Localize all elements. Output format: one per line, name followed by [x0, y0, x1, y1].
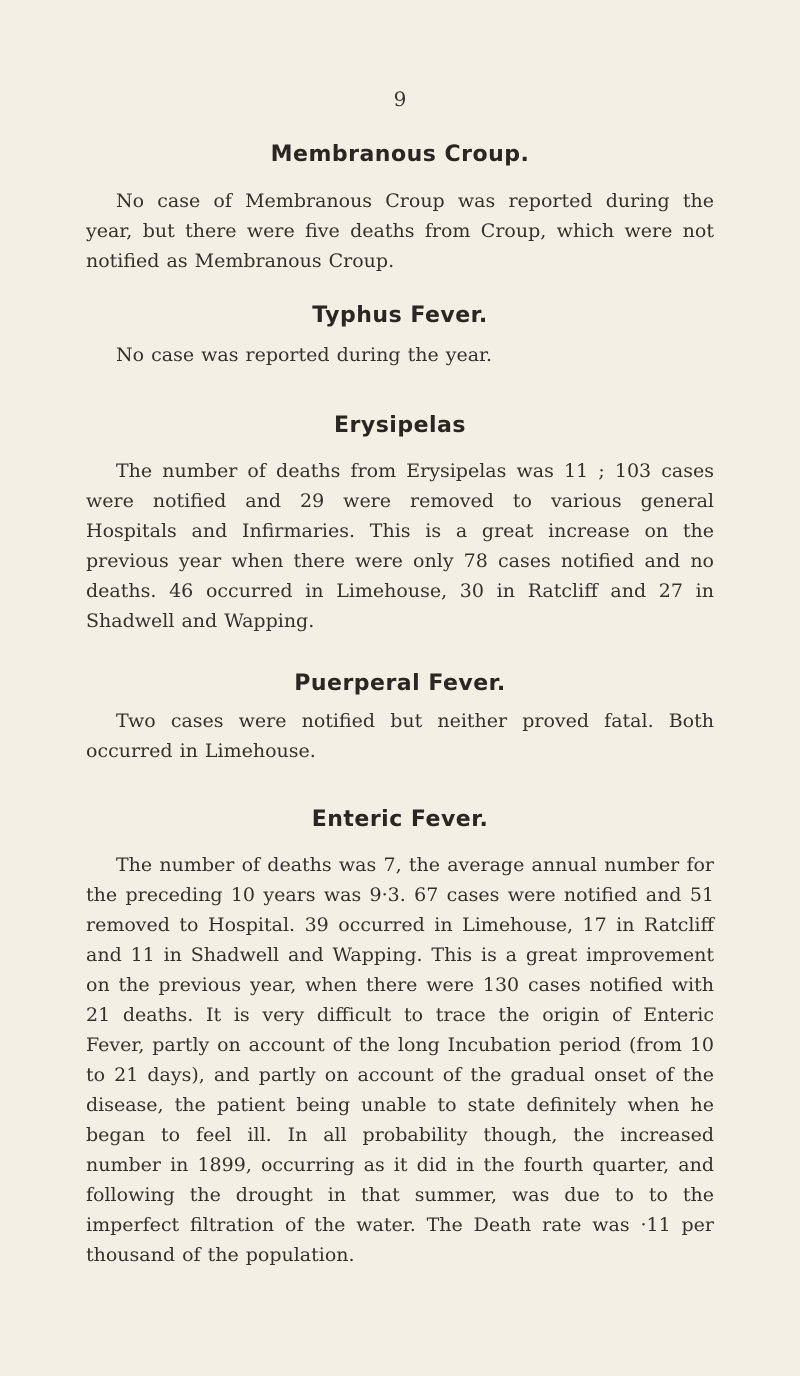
- paragraph-puerperal-fever: Two cases were notified but neither proved fatal. Both occurred in Limehouse.: [86, 710, 714, 762]
- heading-typhus-fever: Typhus Fever.: [312, 303, 488, 328]
- paragraph-membranous-croup: No case of Membranous Croup was reported during the year, but there were five deaths from Croup, which were not notified as Membranous Croup.: [86, 190, 714, 272]
- page-number: 9: [393, 87, 407, 111]
- paragraph-enteric-fever: The number of deaths was 7, the average annual number for the preceding 10 years was 9·3. 67 cases were notified and 51 removed to Hospital. 39 occurred in Limehouse, 17 in Ratcliff and 11 in Shadwell and Wapping. This is a great improvement on the previous year, when there were 130 cases notified with 21 deaths. It is very difficult to trace the origin of Enteric Fever, partly on account of the long Incubation period (from 10 to 21 days), and partly on account of the gradual onset of the disease, the patient being unable to state definitely when he began to feel ill. In all probability though, the increased number in 1899, occurring as it did in the fourth quarter, and following the drought in that summer, was due to to the imperfect filtration of the water. The Death rate was ·11 per thousand of the population.: [86, 854, 714, 1266]
- heading-enteric-fever: Enteric Fever.: [311, 807, 489, 832]
- document-page: [86, 0, 714, 1376]
- paragraph-typhus-fever: No case was reported during the year.: [116, 344, 493, 366]
- heading-erysipelas: Erysipelas: [333, 413, 466, 438]
- heading-puerperal-fever: Puerperal Fever.: [294, 671, 506, 696]
- paragraph-erysipelas: The number of deaths from Erysipelas was 11 ; 103 cases were notified and 29 were removed to various general Hospitals and Infirmaries. This is a great increase on the previous year when there were only 78 cases notified and no deaths. 46 occurred in Limehouse, 30 in Ratcliff and 27 in Shadwell and Wapping.: [86, 460, 714, 632]
- heading-membranous-croup: Membranous Croup.: [270, 142, 530, 167]
